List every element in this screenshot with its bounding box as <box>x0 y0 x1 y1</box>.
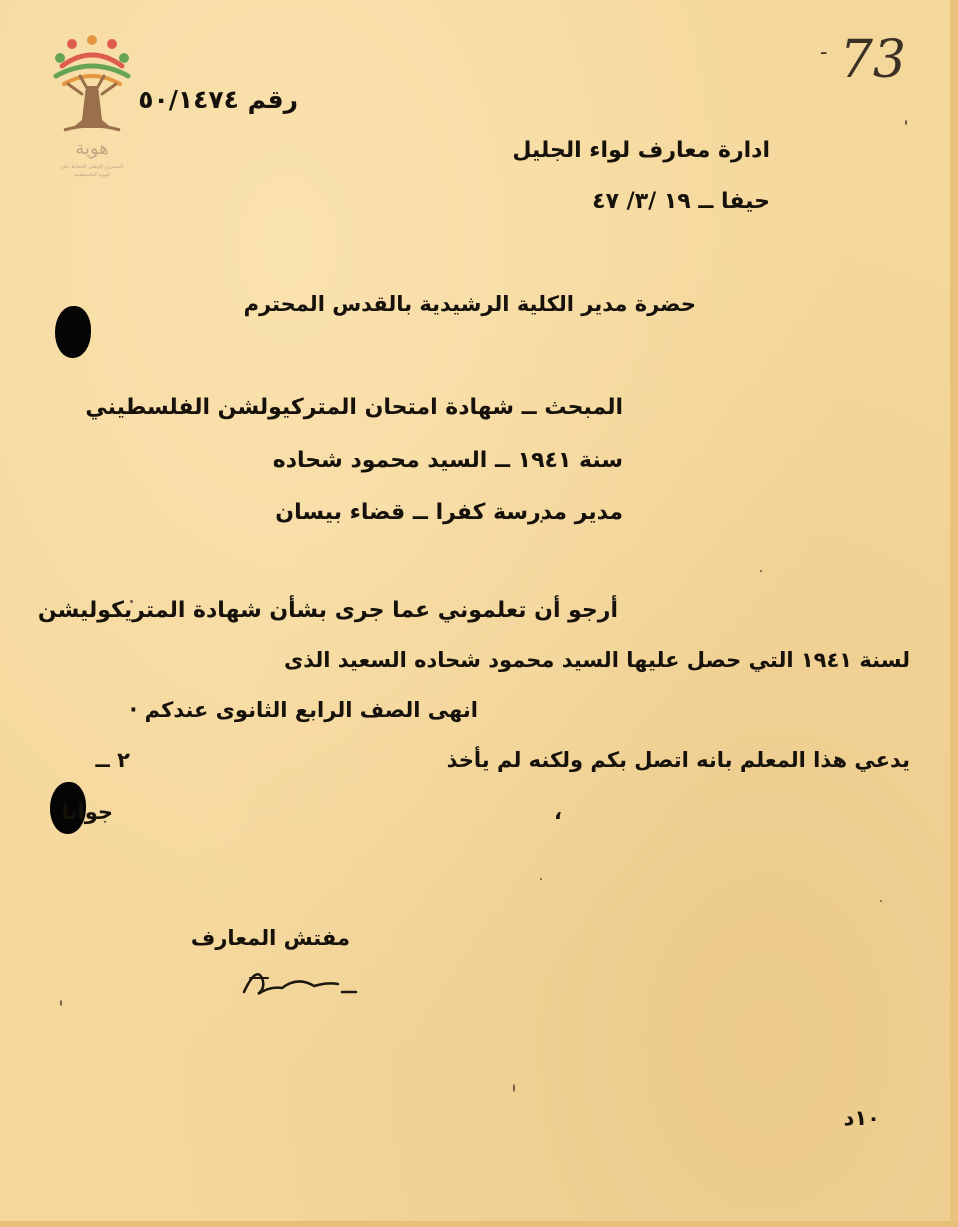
subject-line-3: مدير مدرسة كفرا ــ قضاء بيسان <box>275 500 623 525</box>
paper-speck <box>60 1000 62 1006</box>
paper-speck <box>513 1084 515 1092</box>
body-line-5-mark: ، <box>554 800 562 824</box>
handwritten-signature <box>230 956 365 1004</box>
logo-subtitle-line2: الهوية الفلسطينية <box>73 172 111 178</box>
item-2-number: ٢ ــ <box>95 748 130 772</box>
body-line-2: لسنة ١٩٤١ التي حصل عليها السيد محمود شحاده السعيد الذى <box>284 648 910 672</box>
body-line-3: انهى الصف الرابع الثانوى عندكم · <box>129 698 478 722</box>
footer-code: ١٠د <box>843 1106 880 1130</box>
paper-edge-right <box>950 0 958 1227</box>
body-line-1: أرجو أن تعلموني عما جرى بشأن شهادة المتريكوليشن <box>37 598 618 623</box>
paper-edge-bottom <box>0 1221 958 1227</box>
archive-logo <box>42 34 142 184</box>
addressee: حضرة مدير الكلية الرشيدية بالقدس المحترم <box>243 292 696 316</box>
subject-line-2: سنة ١٩٤١ ــ السيد محمود شحاده <box>272 448 623 473</box>
page-number-dash: - <box>820 40 828 65</box>
paper-speck <box>880 900 882 902</box>
place-date: حيفا ــ ١٩ /٣/ ٤٧ <box>592 189 770 214</box>
logo-word: هوية <box>75 138 109 159</box>
signature-title: مفتش المعارف <box>190 926 350 950</box>
reference-number: رقم ٥٠/١٤٧٤ <box>138 85 298 114</box>
paper-speck <box>760 570 762 572</box>
punch-hole-top <box>55 306 91 358</box>
paper-speck <box>540 878 542 880</box>
item-2-text: يدعي هذا المعلم بانه اتصل بكم ولكنه لم يأخذ <box>446 748 910 772</box>
page-number-mark: 73 <box>839 30 906 90</box>
paper-speck <box>905 120 907 125</box>
tree-logo-icon <box>42 34 142 138</box>
subject-line-1: المبحث ــ شهادة امتحان المتركيولشن الفلسطيني <box>85 395 623 420</box>
body-line-5-word: جوابا <box>61 800 113 824</box>
logo-subtitle-line1: المشروع الوطني للحفاظ على <box>60 164 124 170</box>
office-name: ادارة معارف لواء الجليل <box>512 138 770 163</box>
